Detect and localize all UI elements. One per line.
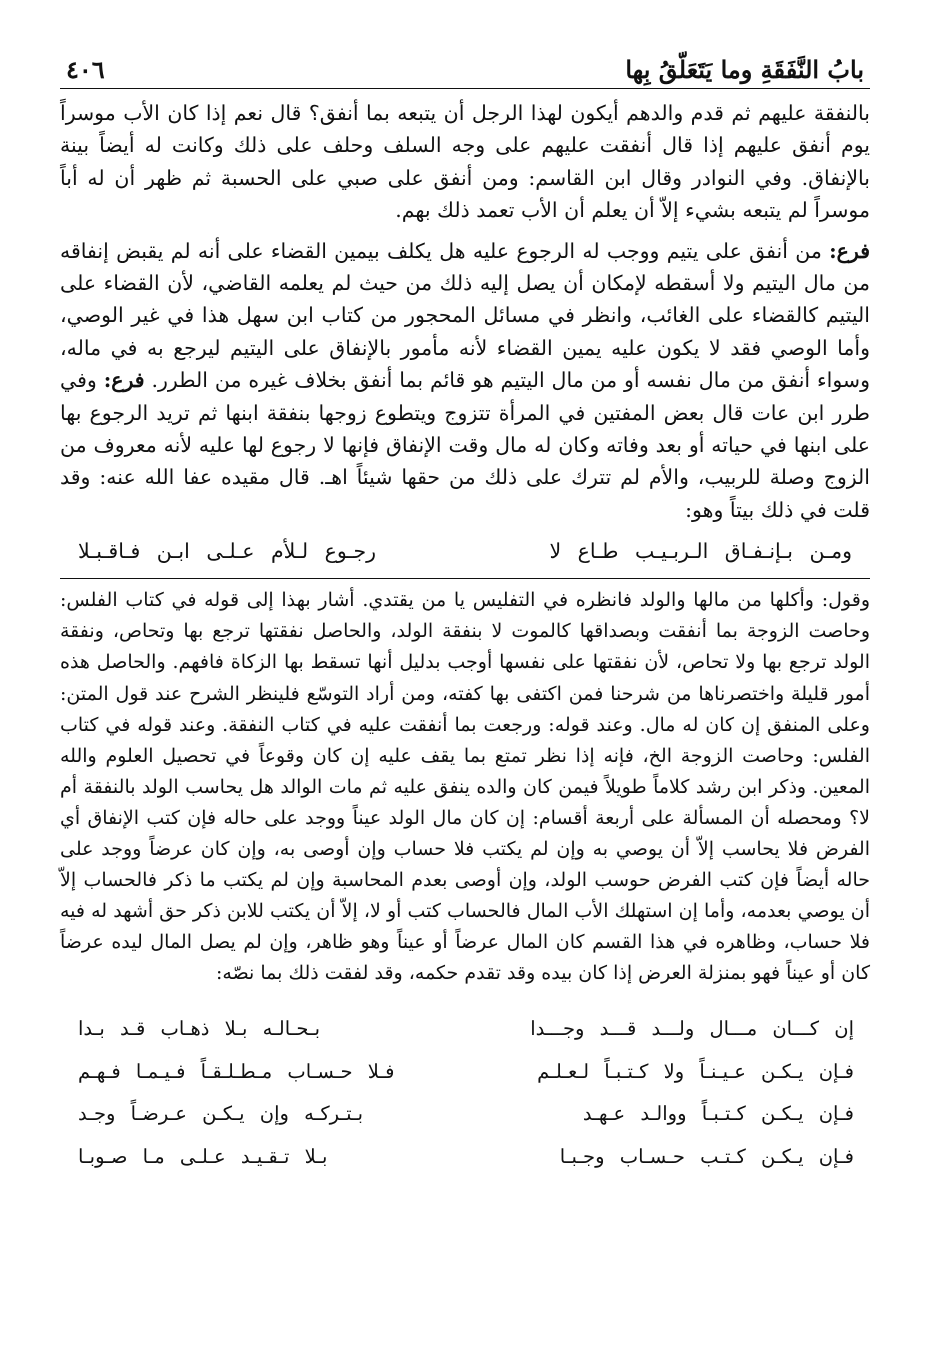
paragraph-1: بالنفقة عليهم ثم قدم والدهم أيكون لهذا الرجل أن يتبعه بما أنفق؟ قال نعم إذا كان الأب موسراً يوم أنفق عليهم إذا قال أنفقت عليهم على وجه السلف وحلف على ذلك وكانت له أيضاً بينة بالإنفاق. وفي النوادر وقال ابن القاسم: ومن أنفق على صبي على الحسبة ثم ظهر أن له أباً موسراً لم يتبعه بشيء إلاّ أن يعلم أن الأب تعمد ذلك بهم. — [60, 101, 870, 223]
footnote-commentary — [60, 585, 870, 989]
poem-first-hemistich: إن كـــان مـــال ولـــد قـــد وجـــدا — [530, 1017, 854, 1041]
paragraph-2 — [60, 235, 870, 527]
branch-label: فرع: — [829, 238, 870, 263]
verse-second-hemistich: رجـوع لـلأم عـلـى ابـن فـاقـبـلا — [78, 539, 377, 564]
poem-line — [60, 1050, 870, 1093]
running-header — [60, 38, 870, 89]
poem-line — [60, 1008, 870, 1051]
commentary-paragraph: وقول: وأكلها من مالها والولد فانظره في التفليس يا من يقتدي. أشار بهذا إلى قوله في كتاب الفلس: وحاصت الزوجة بما أنفقت وبصداقها كالموت لا بنفقة الولد، والحاصل نفقتها ترجع بها وتحاص، ونفقة الولد ترجع بها ولا تحاص، لأن نفقتها على نفسها أوجب بدليل أنها تسقط بها الزكاة فافهم. والحاصل هذه أمور قليلة واختصرناها من شرحنا فمن اكتفى بها كفته، ومن أراد التوسّع فلينظر الشرح عند قول المتن: وعلى المنفق إن كان له مال. وعند قوله: ورجعت بما أنفقت عليه في كتاب النفقة. وعند قوله في كتاب الفلس: وحاصت الزوجة الخ، فإنه إذا نظر تمتع بما يقف عليه إن كان وقوعاً في تحصيل العلوم والله المعين. وذكر ابن رشد كلاماً طويلاً فيمن كان والده ينفق عليه ثم مات الوالد هل يحاسب الولد بالنفقة أم لا؟ ومحصله أن المسألة على أربعة أقسام: إن كان مال الولد عيناً ووجد على حاله فإن كتب الإنفاق أي الفرض فلا يحاسب إلاّ أن يوصي به وإن لم يكتب فلا حساب وإن أوصى به، وإن كان عرضاً ووجد على حاله أيضاً فإن كتب الفرض حوسب الولد، وإن أوصى بعدم المحاسبة وإن لم يكتب ما ذكر فالحساب إلاّ أن يوصي بعدمه، وأما إن استهلك الأب المال فالحساب كتب أو لا، إلاّ أن يكتب للابن ذكر حق أشهد له فيه فلا حساب، وظاهره في هذا القسم كان المال عرضاً أو عيناً وهو ظاهر، وإن لم يصل المال ليده عرضاً كان أو عيناً فهو بمنزلة العرض إذا كان بيده وقد تقدم حكمه، وقد لفقت ذلك بما نصّه: — [60, 589, 870, 985]
verse-line — [60, 526, 870, 572]
poem-block — [60, 1008, 870, 1178]
poem-second-hemistich: بـتـركـه وإن يـكـن عـرضـاً وجـد — [78, 1102, 364, 1126]
poem-second-hemistich: بـحـالـه بـلا ذهـاب قـد بـدا — [78, 1017, 321, 1041]
poem-first-hemistich: فـإن يـكـن عـيـنـاً ولا كـتـبـاً لـعـلـم — [537, 1059, 854, 1083]
page-number: ٤٠٦ — [66, 55, 105, 84]
poem-second-hemistich: فـلا حـسـاب مـطـلـقـاً فـيـمـا فـهـم — [78, 1059, 395, 1083]
poem-first-hemistich: فـإن يـكـن كـتـبـاً ووالـد عـهـد — [582, 1102, 854, 1126]
poem-second-hemistich: بـلا تـقـيـد عـلـى مـا صـوبـا — [78, 1144, 328, 1168]
poem-line — [60, 1135, 870, 1178]
main-text — [60, 97, 870, 526]
book-page — [60, 38, 870, 1178]
poem-first-hemistich: فـإن يـكـن كـتـب حـسـاب وجـبـا — [559, 1144, 854, 1168]
verse-first-hemistich: ومـن بـإنـفـاق الـربـيـب طـاع لا — [549, 539, 852, 564]
poem-line — [60, 1093, 870, 1136]
branch-label-2: فرع: — [103, 368, 145, 393]
paragraph-2-text-a: من أنفق على يتيم ووجب له الرجوع عليه هل يكلف بيمين القضاء على أنه لم يقبض إنفاقه من مال اليتيم ولا أسقطه لإمكان أن يصل إليه ذلك من حيث لم يعلمه القاضي، لأن القضاء على اليتيم كالقضاء على الغائب، وانظر في مسائل المحجور من كتاب ابن سهل هذا في غير الوصي، وأما الوصي فقد لا يكون عليه يمين القضاء لأنه مأمور بالإنفاق على اليتيم ليرجع به في ماله، وسواء أنفق من مال نفسه أو من مال اليتيم هو قائم بما أنفق بخلاف غيره من الطرر. — [60, 238, 870, 393]
footnote-divider — [60, 578, 870, 579]
chapter-title: بابُ النَّفَقَةِ وما يَتَعَلّقُ بِها — [625, 55, 864, 84]
paragraph-2-text-b: وفي طرر ابن عات قال بعض المفتين في المرأة تتزوج ويتطوع زوجها بنفقة ابنها ثم تريد الرجوع بها على ابنها في حياته أو بعد وفاته وكان له مال وقت الإنفاق فإنها لا رجوع لها عليه لأنه معروف من الزوج وصلة للربيب، والأم لم تترك على ذلك من حقها شيئاً اهـ. قال مقيده عفا الله عنه: وقد قلت في ذلك بيتاً وهو: — [60, 368, 870, 522]
